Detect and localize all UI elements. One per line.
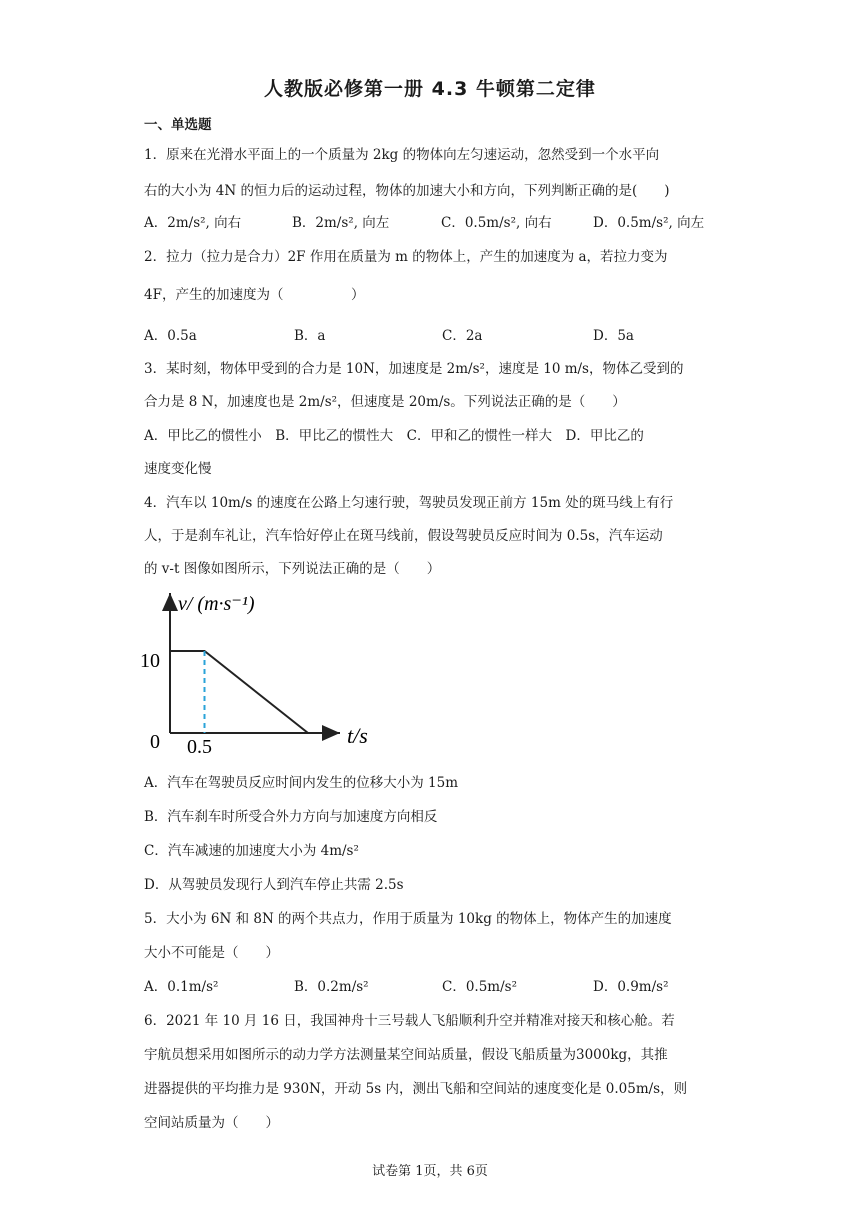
- q4-text-line2: 人，于是刹车礼让，汽车恰好停止在斑马线前，假设驾驶员反应时间为 0.5s，汽车运动: [144, 528, 663, 544]
- y-axis-label: v/ (m·s⁻¹): [178, 593, 255, 615]
- q4-option-b: B．汽车刹车时所受合外力方向与加速度方向相反: [144, 809, 438, 825]
- velocity-line: [170, 651, 308, 733]
- q1-option-a: A．2m/s², 向右: [144, 215, 242, 231]
- page-title: 人教版必修第一册 4.3 牛顿第二定律: [264, 78, 596, 100]
- vt-graph: [140, 585, 380, 760]
- q2-option-c: C．2a: [442, 328, 483, 344]
- q6-text-line2: 宇航员想采用如图所示的动力学方法测量某空间站质量，假设飞船质量为3000kg，其推: [144, 1047, 668, 1063]
- q6-text-line4: 空间站质量为（ ）: [144, 1115, 279, 1131]
- q2-option-d: D．5a: [593, 328, 634, 344]
- section-heading: 一、单选题: [144, 117, 212, 133]
- q3-text-line2: 合力是 8 N，加速度也是 2m/s²，但速度是 20m/s。下列说法正确的是（ ）: [144, 394, 626, 410]
- q2-text-line2: 4F，产生的加速度为（ ）: [144, 287, 365, 303]
- q5-text-line2: 大小不可能是（ ）: [144, 945, 279, 961]
- q6-text-line3: 进器提供的平均推力是 930N，开动 5s 内，测出飞船和空间站的速度变化是 0.05m/s，则: [144, 1081, 688, 1097]
- q6-text-line1: 6．2021 年 10 月 16 日，我国神舟十三号载人飞船顺利升空并精准对接天和核心舱。若: [144, 1013, 675, 1029]
- q3-options-line2: 速度变化慢: [144, 461, 212, 477]
- y-tick-label: 10: [140, 650, 160, 672]
- q2-option-b: B．a: [294, 328, 326, 344]
- q1-text-line1: 1．原来在光滑水平面上的一个质量为 2kg 的物体向左匀速运动，忽然受到一个水平向: [144, 147, 660, 163]
- q5-option-d: D．0.9m/s²: [593, 979, 669, 995]
- q1-option-c: C．0.5m/s², 向右: [441, 215, 552, 231]
- q2-text-line1: 2．拉力（拉力是合力）2F 作用在质量为 m 的物体上，产生的加速度为 a，若拉力变为: [144, 249, 668, 265]
- page-footer: 试卷第 1页，共 6页: [372, 1164, 488, 1179]
- q1-option-b: B．2m/s², 向左: [292, 215, 390, 231]
- q3-options-line: A．甲比乙的惯性小 B．甲比乙的惯性大 C．甲和乙的惯性一样大 D．甲比乙的: [144, 428, 644, 444]
- q1-option-d: D．0.5m/s², 向左: [593, 215, 705, 231]
- q3-text-line1: 3．某时刻，物体甲受到的合力是 10N，加速度是 2m/s²，速度是 10 m/s，物体乙受到的: [144, 361, 684, 377]
- q5-option-a: A．0.1m/s²: [144, 979, 219, 995]
- q1-text-line2: 右的大小为 4N 的恒力后的运动过程，物体的加速大小和方向，下列判断正确的是( ): [144, 183, 670, 199]
- q5-text-line1: 5．大小为 6N 和 8N 的两个共点力，作用于质量为 10kg 的物体上，物体产生的加速度: [144, 911, 672, 927]
- q5-option-b: B．0.2m/s²: [294, 979, 369, 995]
- q4-text-line1: 4．汽车以 10m/s 的速度在公路上匀速行驶，驾驶员发现正前方 15m 处的斑马线上有行: [144, 495, 674, 511]
- q4-option-d: D．从驾驶员发现行人到汽车停止共需 2.5s: [144, 877, 404, 893]
- origin-label: 0: [150, 731, 160, 753]
- q2-option-a: A．0.5a: [144, 328, 197, 344]
- q4-option-a: A．汽车在驾驶员反应时间内发生的位移大小为 15m: [144, 775, 459, 791]
- x-tick-label: 0.5: [187, 736, 212, 758]
- q4-text-line3: 的 v-t 图像如图所示，下列说法正确的是（ ）: [144, 561, 441, 577]
- x-axis-label: t/s: [347, 723, 368, 748]
- q5-option-c: C．0.5m/s²: [442, 979, 517, 995]
- q4-option-c: C．汽车减速的加速度大小为 4m/s²: [144, 843, 359, 859]
